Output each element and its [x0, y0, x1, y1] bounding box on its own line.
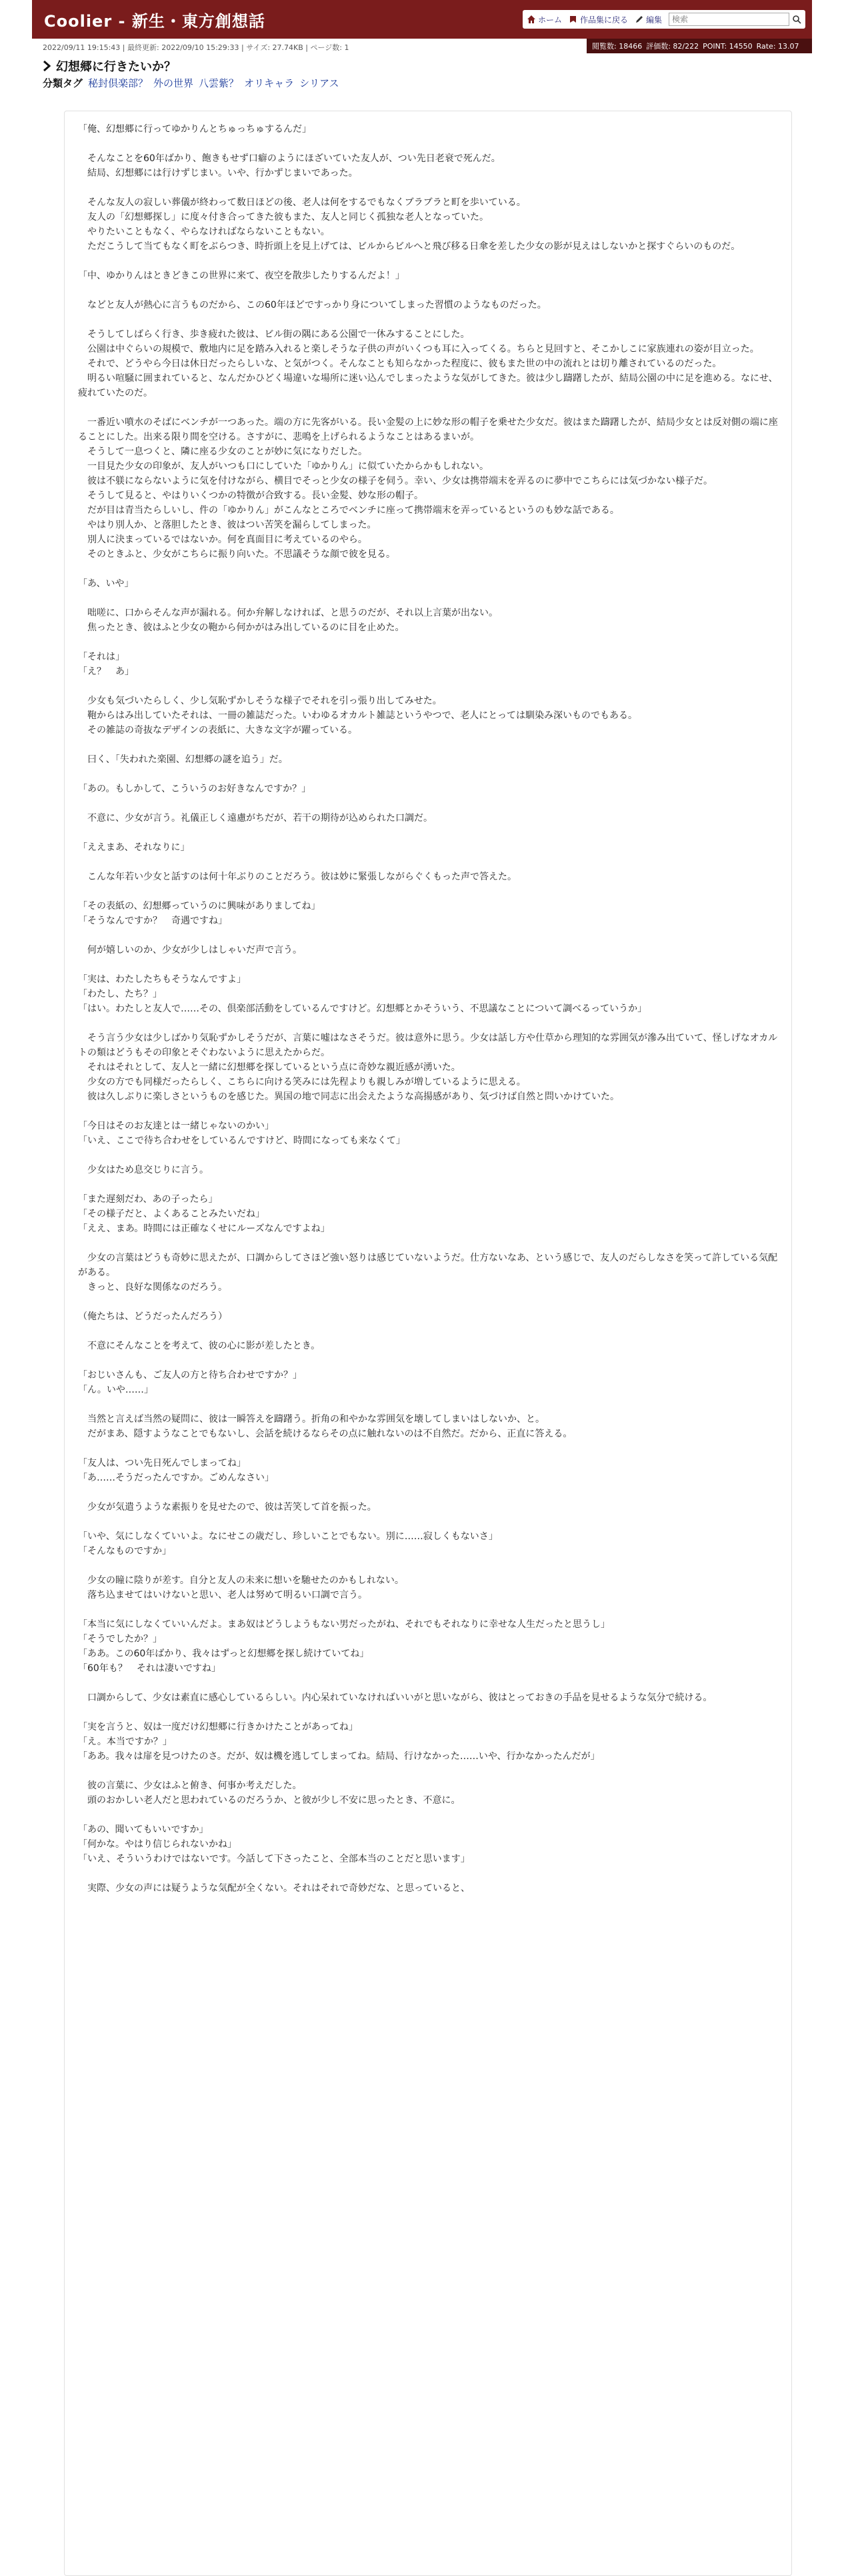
- post-title-text: 幻想郷に行きたいか？: [56, 60, 176, 74]
- story-line: 「友人は、つい先日死んでしまってね」: [78, 1458, 246, 1469]
- story-paragraph: [78, 1309, 778, 1324]
- story-paragraph: [78, 899, 778, 928]
- story-line: 「わたし、たち？」: [78, 989, 162, 999]
- story-line: 少女も気づいたらしく、少し気恥ずかしそうな様子でそれを引っ張り出してみせた。: [78, 696, 442, 706]
- story-line: 「そんなものですか」: [78, 1546, 171, 1557]
- story-paragraph: [78, 1192, 778, 1236]
- story-content: [64, 111, 792, 2576]
- story-line: 公園は中ぐらいの規模で、敷地内に足を踏み入れると楽しそうな子供の声がいくつも耳に入ってくる。ちらと見回すと、そこかしこに家族連れの姿が目立った。: [78, 344, 759, 354]
- tags-label: 分類タグ: [43, 77, 83, 89]
- story-line: 彼の言葉に、少女はふと俯き、何事か考えだした。: [78, 1780, 302, 1791]
- story-line: やりたいこともなく、やらなければならないこともない。: [78, 227, 330, 237]
- story-paragraph: [78, 415, 778, 562]
- story-line: 少女の方でも同様だったらしく、こちらに向ける笑みには先程よりも親しみが増しているように思える。: [78, 1077, 526, 1087]
- story-paragraph: [78, 606, 778, 635]
- story-line: 「その表紙の、幻想郷っていうのに興味がありましてね」: [78, 901, 321, 912]
- tag-link[interactable]: シリアス: [299, 77, 339, 89]
- points: POINT: 14550: [703, 41, 753, 51]
- story-paragraph: [78, 298, 778, 313]
- story-line: そうしてしばらく行き、歩き疲れた彼は、ビル街の隅にある公園で一休みすることにした。: [78, 329, 470, 340]
- story-line: 「はい。わたしと友人で……その、倶楽部活動をしているんですけど。幻想郷とかそういう、不思議なことについて調べるっていうか」: [78, 1003, 647, 1014]
- story-line: 結局、幻想郷には行けずじまい。いや、行かずじまいであった。: [78, 168, 358, 179]
- tag-link[interactable]: オリキャラ: [244, 77, 295, 89]
- story-line: 「そうなんですか？ 奇遇ですね」: [78, 916, 227, 926]
- story-line: 焦ったとき、彼はふと少女の鞄から何かがはみ出しているのに目を止めた。: [78, 622, 405, 633]
- story-paragraph: [78, 1617, 778, 1676]
- story-line: 「何かな。やはり信じられないかね」: [78, 1839, 237, 1850]
- story-line: 「それは」: [78, 652, 125, 662]
- story-line: 「俺、幻想郷に行ってゆかりんとちゅっちゅするんだ」: [78, 124, 311, 135]
- story-line: 咄嗟に、口からそんな声が漏れる。何か弁解しなければ、と思うのだが、それ以上言葉が出ない。: [78, 608, 498, 618]
- story-paragraph: [78, 269, 778, 283]
- story-paragraph: [78, 1031, 778, 1104]
- story-line: 「あ……そうだったんですか。ごめんなさい」: [78, 1473, 274, 1483]
- story-line: 「その様子だと、よくあることみたいだね」: [78, 1209, 265, 1219]
- story-line: そう言う少女は少しばかり気恥ずかしそうだが、言葉に嘘はなさそうだ。彼は意外に思う。少女は話し方や仕草から理知的な雰囲気が滲み出ていて、怪しげなオカルトの類はどうもその印象とそぐわないように思えたからだ。: [78, 1033, 778, 1058]
- story-paragraph: [78, 1529, 778, 1559]
- story-body: [78, 122, 778, 1910]
- story-line: 不意にそんなことを考えて、彼の心に影が差したとき。: [78, 1341, 321, 1351]
- story-paragraph: [78, 943, 778, 958]
- story-line: 「ああ。我々は扉を見つけたのさ。だが、奴は機を逃してしまってね。結局、行けなかった……いや、行かなかったんだが」: [78, 1751, 600, 1762]
- story-line: 少女はため息交じりに言う。: [78, 1165, 209, 1175]
- story-paragraph: [78, 694, 778, 738]
- home-label: ホーム: [538, 15, 563, 25]
- story-paragraph: [78, 1339, 778, 1353]
- search-input[interactable]: [669, 13, 789, 26]
- edit-link[interactable]: [635, 14, 662, 25]
- story-paragraph: [78, 1119, 778, 1148]
- story-line: 「あの、聞いてもいいですか」: [78, 1824, 209, 1835]
- story-line: 頭のおかしい老人だと思われているのだろうか、と彼が少し不安に思ったとき、不意に。: [78, 1795, 461, 1806]
- story-paragraph: [78, 1690, 778, 1705]
- story-line: 別人に決まっているではないか。何を真面目に考えているのやら。: [78, 534, 367, 545]
- site-header: [32, 0, 812, 39]
- story-line: 何が嬉しいのか、少女が少しはしゃいだ声で言う。: [78, 945, 302, 956]
- story-paragraph: [78, 650, 778, 679]
- story-line: 「あの。もしかして、こういうのお好きなんですか？」: [78, 784, 311, 794]
- story-line: 「おじいさんも、ご友人の方と待ち合わせですか？」: [78, 1370, 302, 1381]
- story-line: 実際、少女の声には疑うような気配が全くない。それはそれで奇妙だな、と思っていると、: [78, 1883, 470, 1894]
- story-line: 一番近い噴水のそばにベンチが一つあった。端の方に先客がいる。長い金髪の上に妙な形の帽子を乗せた少女だ。彼はまた躊躇したが、結局少女とは反対側の端に座ることにした。出来る限り間を空ける。さすがに、悲鳴を上げられるようなことはあるまいが。: [78, 417, 778, 442]
- story-line: （俺たちは、どうだったんだろう）: [78, 1311, 227, 1322]
- story-line: それはそれとして、友人と一緒に幻想郷を探しているという点に奇妙な親近感が湧いた。: [78, 1062, 461, 1073]
- story-line: 「え。本当ですか？」: [78, 1736, 172, 1747]
- story-line: 「ああ。この60年ばかり、我々はずっと幻想郷を探し続けていてね」: [78, 1648, 369, 1659]
- story-line: それで、どうやら今日は休日だったらしいな、と気がつく。そんなことも知らなかった程度に、彼もまた世の中の流れとは切り離されているのだった。: [78, 358, 722, 369]
- story-paragraph: [78, 1500, 778, 1515]
- story-line: 友人の「幻想郷探し」に度々付き合ってきた彼もまた、友人と同じく孤独な老人となっていた。: [78, 212, 489, 223]
- story-line: 「え？ あ」: [78, 666, 134, 677]
- story-line: そうして一息つくと、隣に座る少女のことが妙に気になりだした。: [78, 446, 367, 457]
- story-paragraph: [78, 195, 778, 254]
- story-line: 当然と言えば当然の疑問に、彼は一瞬答えを躊躇う。折角の和やかな雰囲気を壊してしまいはしないか、と。: [78, 1414, 545, 1425]
- story-line: 彼は不躾にならないように気を付けながら、横目でそっと少女の様子を伺う。幸い、少女は携帯端末を弄るのに夢中でこちらには気づかない様子だ。: [78, 476, 713, 486]
- story-line: 「中、ゆかりんはときどきこの世界に来て、夜空を散歩したりするんだよ！」: [78, 271, 405, 281]
- story-paragraph: [78, 972, 778, 1016]
- story-line: だが目は青当たらしいし、件の「ゆかりん」がこんなところでベンチに座って携帯端末を弄っているというのも妙な話である。: [78, 505, 619, 516]
- story-line: ただこうして当てもなく町をぶらつき、時折頭上を見上げては、ビルからビルへと飛び移る日傘を差した少女の影が見えはしないかと探すぐらいのものだ。: [78, 241, 741, 252]
- rating-count: 評価数: 82/222: [646, 42, 699, 51]
- story-paragraph: [78, 1573, 778, 1603]
- back-label: 作品集に戻る: [580, 15, 629, 25]
- tag-link[interactable]: 秘封倶楽部？: [88, 77, 149, 89]
- story-paragraph: [78, 811, 778, 826]
- search-button[interactable]: [792, 15, 801, 24]
- story-line: 「あ、いや」: [78, 578, 134, 589]
- story-line: などと友人が熱心に言うものだから、この60年ほどですっかり身についてしまった習慣のようなものだった。: [78, 300, 547, 311]
- story-line: 明るい喧騒に囲まれていると、なんだかひどく場違いな場所に迷い込んでしまったような気がしてきた。彼は少し躊躇したが、結局公園の中に足を進める。なにせ、疲れていたのだ。: [78, 373, 778, 398]
- story-paragraph: [78, 1251, 778, 1295]
- story-line: 彼は久しぶりに楽しさというものを感じた。異国の地で同志に出会えたような高揚感があり、気づけば自然と問いかけていた。: [78, 1091, 619, 1102]
- story-line: 不意に、少女が言う。礼儀正しく遠慮がちだが、若干の期待が込められた口調だ。: [78, 813, 433, 824]
- pencil-icon: [635, 15, 644, 24]
- story-line: 落ち込ませてはいけないと思い、老人は努めて明るい口調で言う。: [78, 1590, 367, 1601]
- story-paragraph: [78, 1368, 778, 1397]
- story-paragraph: [78, 122, 778, 137]
- story-line: だがまあ、隠すようなことでもないし、会話を続けるならその点に触れないのは不自然だ。だから、正直に答える。: [78, 1429, 573, 1439]
- story-line: こんな年若い少女と話すのは何十年ぶりのことだろう。彼は妙に緊張しながらぐくもった声で答えた。: [78, 872, 517, 882]
- story-line: 「実は、わたしたちもそうなんですよ」: [78, 974, 246, 985]
- post-meta: 2022/09/11 19:15:43 | 最終更新: 2022/09/10 15:29:33 | サイズ: 27.74KB | ページ数: 1: [43, 43, 349, 52]
- story-line: 「いえ、ここで待ち合わせをしているんですけど、時間になっても来なくて」: [78, 1135, 405, 1146]
- home-icon: [527, 15, 536, 24]
- story-line: そうして見ると、やはりいくつかの特徴が合致する。長い金髪、妙な形の帽子。: [78, 490, 423, 501]
- back-icon: [569, 15, 578, 24]
- story-line: 少女が気遣うような素振りを見せたので、彼は苦笑して首を振った。: [78, 1502, 377, 1513]
- story-paragraph: [78, 1881, 778, 1896]
- story-paragraph: [78, 870, 778, 884]
- story-line: 鞄からはみ出していたそれは、一冊の雑誌だった。いわゆるオカルト雑誌というやつで、老人にとっては馴染み深いものでもある。: [78, 710, 638, 721]
- story-paragraph: [78, 1456, 778, 1485]
- story-line: 「ん。いや……」: [78, 1385, 153, 1395]
- story-line: 少女の言葉はどうも奇妙に思えたが、口調からしてさほど強い怒りは感じていないようだ。仕方ないなあ、という感じで、友人のだらしなさを笑って許している気配がある。: [78, 1253, 778, 1278]
- story-paragraph: [78, 1163, 778, 1177]
- tag-link[interactable]: 外の世界: [153, 77, 194, 89]
- story-line: 曰く、「失われた楽園、幻想郷の謎を追う」だ。: [78, 754, 288, 765]
- story-line: 「60年も？ それは凄いですね」: [78, 1663, 221, 1674]
- back-link[interactable]: [569, 14, 628, 25]
- story-line: そのときふと、少女がこちらに振り向いた。不思議そうな顔で彼を見る。: [78, 549, 395, 560]
- story-paragraph: [78, 1412, 778, 1441]
- site-title[interactable]: Coolier - 新生・東方創想話: [44, 12, 265, 31]
- story-line: 「今日はそのお友達とは一緒じゃないのかい」: [78, 1121, 274, 1131]
- story-paragraph: [78, 752, 778, 767]
- story-paragraph: [78, 1720, 778, 1764]
- story-line: やはり別人か、と落胆したとき、彼はつい苦笑を漏らしてしまった。: [78, 520, 377, 530]
- story-paragraph: [78, 782, 778, 796]
- story-line: そんなことを60年ばかり、飽きもせず口癖のようにほざいていた友人が、つい先日老衰で死んだ。: [78, 153, 501, 164]
- story-paragraph: [78, 1778, 778, 1808]
- story-paragraph: [78, 327, 778, 400]
- story-line: 「そうでしたか？」: [78, 1634, 162, 1644]
- story-line: きっと、良好な関係なのだろう。: [78, 1282, 227, 1293]
- story-line: 「いや、気にしなくていいよ。なにせこの歳だし、珍しいことでもない。別に……寂しくもないさ」: [78, 1531, 498, 1542]
- rate: Rate: 13.07: [756, 41, 799, 51]
- view-count: 閲覧数: 18466: [592, 42, 643, 51]
- story-paragraph: [78, 151, 778, 181]
- story-line: その雑誌の奇抜なデザインの表紙に、大きな文字が躍っている。: [78, 725, 358, 736]
- story-line: 「ええ、まあ。時間には正確なくせにルーズなんですよね」: [78, 1223, 330, 1234]
- story-line: 口調からして、少女は素直に感心しているらしい。内心呆れていなければいいがと思いながら、彼はとっておきの手品を見せるような気分で続ける。: [78, 1692, 713, 1703]
- story-line: 「ええまあ、それなりに」: [78, 842, 190, 853]
- story-paragraph: [78, 840, 778, 855]
- story-line: 少女の瞳に陰りが差す。自分と友人の未来に想いを馳せたのかもしれない。: [78, 1575, 404, 1586]
- tag-link[interactable]: 八雲紫？: [199, 77, 239, 89]
- story-line: 「いえ、そういうわけではないです。今話して下さったこと、全部本当のことだと思います」: [78, 1854, 470, 1864]
- story-line: 一目見た少女の印象が、友人がいつも口にしていた「ゆかりん」に似ていたからかもしれない。: [78, 461, 489, 472]
- story-line: そんな友人の寂しい葬儀が終わって数日ほどの後、老人は何をするでもなくブラブラと町を歩いている。: [78, 197, 526, 208]
- story-paragraph: [78, 576, 778, 591]
- story-line: 「また遅刻だわ、あの子ったら」: [78, 1194, 218, 1205]
- tag-list: [43, 76, 344, 90]
- edit-label: 編集: [646, 15, 663, 25]
- home-link[interactable]: [527, 14, 562, 25]
- story-line: 「本当に気にしなくていいんだよ。まあ奴はどうしようもない男だったがね、それでもそれなりに幸せな人生だったと思うし」: [78, 1619, 610, 1630]
- story-paragraph: [78, 1822, 778, 1866]
- search-icon: [792, 15, 801, 24]
- post-title: [43, 57, 176, 75]
- nav-bar: [523, 10, 805, 29]
- story-line: 「実を言うと、奴は一度だけ幻想郷に行きかけたことがあってね」: [78, 1722, 358, 1732]
- chevron-right-icon: [43, 61, 51, 71]
- stats-box: [587, 39, 812, 53]
